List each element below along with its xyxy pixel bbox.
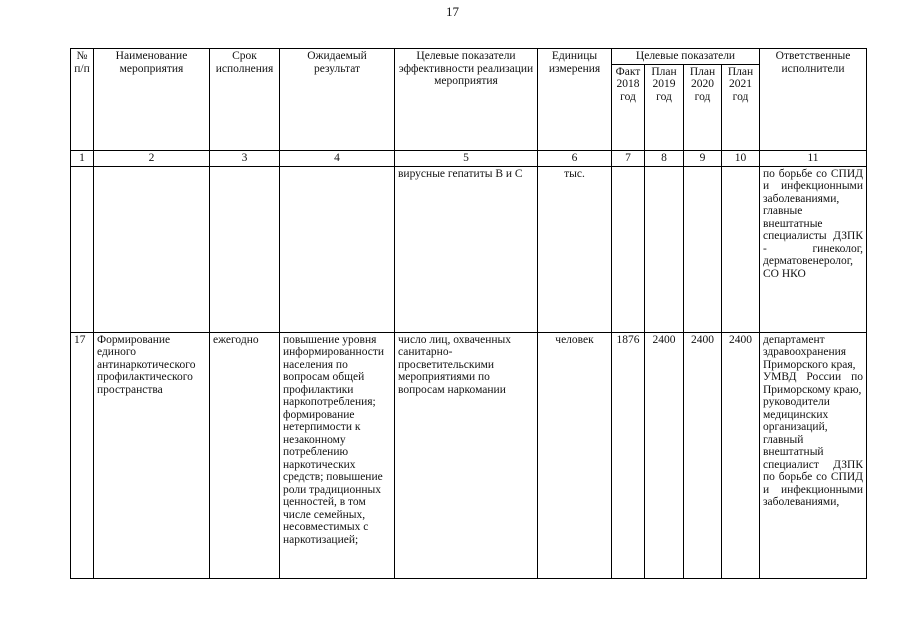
row-name: Формирование единого антинаркотического профилактического пространства	[94, 332, 210, 578]
row-term: ежегодно	[210, 332, 280, 578]
header-plan-2020: План 2020 год	[684, 64, 722, 150]
column-number: 7	[612, 150, 645, 166]
column-number: 11	[760, 150, 867, 166]
row-responsible: департамент здравоохранения Приморского края, УМВД России по Приморскому краю, руководители медицинских организаций, главный внештатный специалист ДЗПК по борьбе со СПИД и инфекционными заболеваниями,	[760, 332, 867, 578]
row-name	[94, 166, 210, 332]
column-number-row	[71, 150, 867, 166]
table-row	[71, 166, 867, 332]
column-number: 5	[395, 150, 538, 166]
column-number: 3	[210, 150, 280, 166]
column-number: 4	[280, 150, 395, 166]
header-plan-2021: План 2021 год	[722, 64, 760, 150]
row-indicator: число лиц, охваченных санитарно-просветительскими мероприятиями по вопросам наркомании	[395, 332, 538, 578]
header-fact-2018: Факт 2018 год	[612, 64, 645, 150]
column-number: 10	[722, 150, 760, 166]
row-unit: человек	[538, 332, 612, 578]
column-number: 2	[94, 150, 210, 166]
row-result	[280, 166, 395, 332]
column-number: 6	[538, 150, 612, 166]
header-indicators: Целевые показатели эффективности реализации мероприятия	[395, 49, 538, 151]
row-num	[71, 166, 94, 332]
row-plan-2021	[722, 166, 760, 332]
row-plan-2020	[684, 166, 722, 332]
header-num: № п/п	[71, 49, 94, 151]
table-row	[71, 332, 867, 578]
row-fact-2018	[612, 166, 645, 332]
row-responsible: по борьбе со СПИД и инфекционными заболеваниями, главные внештатные специалисты ДЗПК - гинеколог, дерматовенеролог, СО НКО	[760, 166, 867, 332]
column-number: 1	[71, 150, 94, 166]
header-plan-2019: План 2019 год	[645, 64, 684, 150]
header-term: Срок исполнения	[210, 49, 280, 151]
column-number: 9	[684, 150, 722, 166]
row-plan-2019: 2400	[645, 332, 684, 578]
action-plan-table	[70, 48, 867, 579]
page-number: 17	[446, 4, 459, 19]
row-plan-2021: 2400	[722, 332, 760, 578]
row-unit: тыс.	[538, 166, 612, 332]
row-plan-2020: 2400	[684, 332, 722, 578]
header-name: Наименование мероприятия	[94, 49, 210, 151]
header-result: Ожидаемый результат	[280, 49, 395, 151]
row-plan-2019	[645, 166, 684, 332]
row-result: повышение уровня информированности населения по вопросам общей профилактики наркопотребления; формирование нетерпимости к незаконному потреблению наркотических средств; повышение роли традиционных ценностей, в том числе семейных, несовместимых с наркотизацией;	[280, 332, 395, 578]
row-num: 17	[71, 332, 94, 578]
header-targets-group: Целевые показатели	[612, 49, 760, 65]
row-indicator: вирусные гепатиты В и С	[395, 166, 538, 332]
header-responsible: Ответственные исполнители	[760, 49, 867, 151]
row-fact-2018: 1876	[612, 332, 645, 578]
column-number: 8	[645, 150, 684, 166]
row-term	[210, 166, 280, 332]
header-units: Единицы измерения	[538, 49, 612, 151]
